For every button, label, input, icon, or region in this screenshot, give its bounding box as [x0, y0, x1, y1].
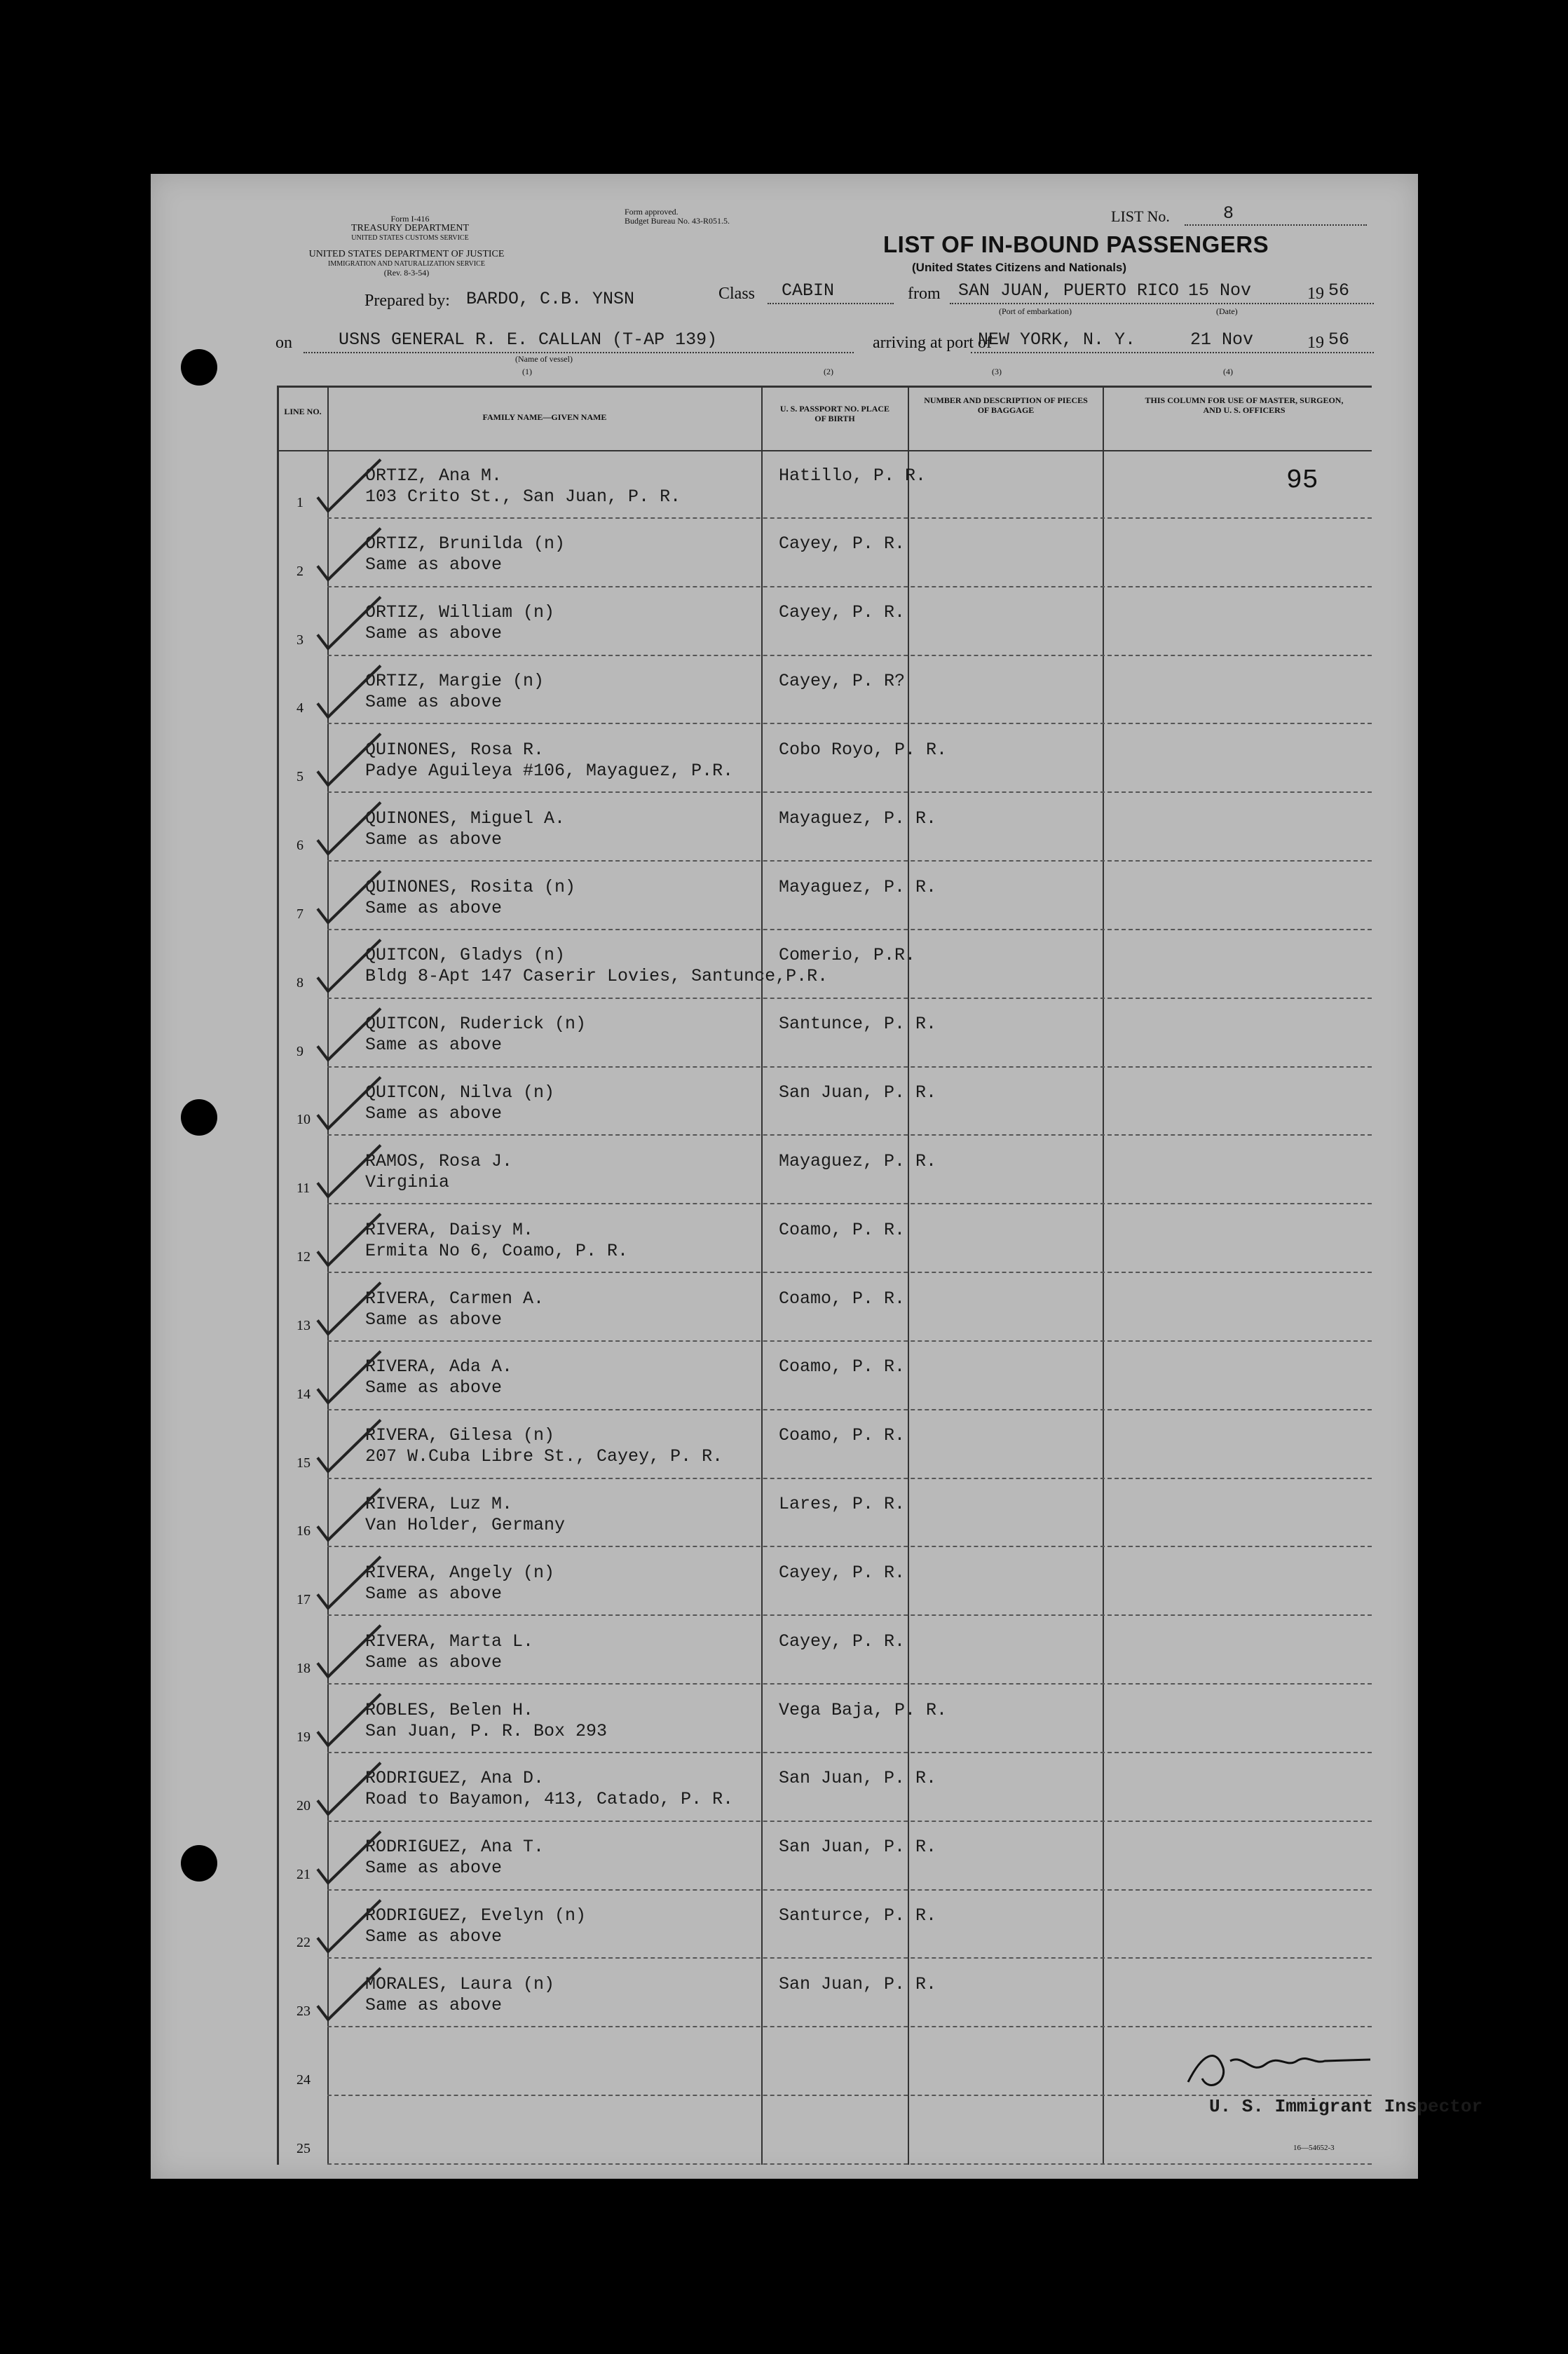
check-mark	[311, 1680, 388, 1756]
passenger-name: RODRIGUEZ, Evelyn (n)	[365, 1905, 587, 1926]
place-of-birth: San Juan, P. R.	[779, 1973, 937, 1994]
check-mark	[311, 1954, 388, 2030]
passenger-address: Padye Aguileya #106, Mayaguez, P.R.	[365, 760, 734, 781]
on-label: on	[275, 334, 292, 352]
line-number: 9	[296, 1043, 304, 1059]
table-row	[277, 519, 1372, 587]
passenger-address: San Juan, P. R. Box 293	[365, 1720, 608, 1741]
passenger-address: Same as above	[365, 1377, 503, 1399]
passenger-name: RIVERA, Luz M.	[365, 1494, 513, 1515]
line-number: 6	[296, 838, 304, 854]
prepared-by: BARDO, C.B. YNSN	[466, 289, 635, 309]
budget-bureau: Budget Bureau No. 43-R051.5.	[625, 216, 730, 226]
form-subtitle: (United States Citizens and Nationals)	[912, 261, 1127, 274]
place-of-birth: Cayey, P. R.	[779, 533, 906, 555]
line-number: 7	[296, 906, 304, 922]
passenger-name: RODRIGUEZ, Ana T.	[365, 1837, 545, 1858]
table-row	[277, 1753, 1372, 1822]
place-of-birth: Cayey, P. R.	[779, 602, 906, 623]
passenger-address: Same as above	[365, 829, 503, 850]
passenger-address: Same as above	[365, 1926, 503, 1947]
check-mark	[311, 926, 388, 1002]
place-of-birth: Comerio, P.R.	[779, 945, 916, 966]
passenger-address: Same as above	[365, 1583, 503, 1604]
place-of-birth: Santurce, P. R.	[779, 1905, 937, 1926]
table-row	[277, 862, 1372, 930]
table-row	[277, 1959, 1372, 2027]
passenger-address: Ermita No 6, Coamo, P. R.	[365, 1240, 629, 1261]
table-row	[277, 724, 1372, 793]
from-year: 56	[1328, 280, 1350, 301]
place-of-birth: Cobo Royo, P. R.	[779, 739, 948, 760]
line-number: 1	[296, 494, 304, 510]
year-prefix-1: 19	[1307, 285, 1324, 303]
table-row	[277, 793, 1372, 862]
passenger-address: Same as above	[365, 1309, 503, 1330]
line-number: 3	[296, 632, 304, 648]
prepared-label: Prepared by:	[364, 292, 450, 310]
passenger-name: ORTIZ, William (n)	[365, 602, 555, 623]
line-number: 5	[296, 769, 304, 785]
col-number-3: (3)	[992, 367, 1002, 376]
line-number: 2	[296, 563, 304, 579]
binder-hole-bottom	[181, 1845, 217, 1882]
table-row	[277, 1685, 1372, 1753]
passenger-address: Same as above	[365, 555, 503, 576]
passenger-address: Same as above	[365, 1994, 503, 2015]
place-of-birth: Mayaguez, P. R.	[779, 1150, 937, 1171]
place-of-birth: Mayaguez, P. R.	[779, 808, 937, 829]
passenger-name: RIVERA, Gilesa (n)	[365, 1425, 555, 1446]
col-number-2: (2)	[824, 367, 833, 376]
check-mark	[311, 995, 388, 1070]
passenger-address: Same as above	[365, 1858, 503, 1879]
from-port: SAN JUAN, PUERTO RICO	[958, 280, 1180, 301]
passenger-address: Same as above	[365, 897, 503, 918]
passenger-name: RODRIGUEZ, Ana D.	[365, 1768, 545, 1789]
justice-dept: UNITED STATES DEPARTMENT OF JUSTICE	[308, 249, 505, 259]
binder-hole-top	[181, 349, 217, 386]
line-number: 14	[296, 1386, 311, 1402]
line-number: 15	[296, 1455, 311, 1471]
footer-code: 16—54652-3	[1293, 2144, 1335, 2152]
passenger-name: RIVERA, Marta L.	[365, 1631, 534, 1652]
check-mark	[311, 1612, 388, 1687]
table-row	[277, 1204, 1372, 1273]
table-row	[277, 1410, 1372, 1479]
check-mark	[311, 1200, 388, 1276]
check-mark	[311, 720, 388, 796]
line-number: 19	[296, 1729, 311, 1745]
passenger-table	[277, 386, 1483, 2165]
table-row	[277, 656, 1372, 725]
table-row	[277, 450, 1372, 519]
check-mark	[311, 1475, 388, 1551]
table-row	[277, 1342, 1372, 1410]
passenger-address: 103 Crito St., San Juan, P. R.	[365, 486, 681, 507]
place-of-birth: Coamo, P. R.	[779, 1356, 906, 1377]
check-mark	[311, 1338, 388, 1413]
check-mark	[311, 789, 388, 864]
line-number: 21	[296, 1866, 311, 1882]
place-of-birth: Cayey, P. R.	[779, 1631, 906, 1652]
check-mark	[311, 1543, 388, 1619]
place-of-birth: Santunce, P. R.	[779, 1014, 937, 1035]
passenger-name: ORTIZ, Margie (n)	[365, 671, 545, 692]
line-number: 17	[296, 1592, 311, 1608]
passenger-address: Bldg 8-Apt 147 Caserir Lovies, Santunce,P.R.	[365, 966, 829, 987]
annotation-95: 95	[1286, 465, 1318, 496]
passenger-name: QUITCON, Gladys (n)	[365, 945, 566, 966]
check-mark	[311, 1406, 388, 1482]
check-mark	[311, 1269, 388, 1345]
line-number: 24	[296, 2072, 311, 2088]
table-row	[277, 1616, 1372, 1685]
col-number-4: (4)	[1223, 367, 1233, 376]
line-number: 12	[296, 1249, 311, 1265]
ins-service: IMMIGRATION AND NATURALIZATION SERVICE	[328, 260, 485, 268]
passenger-name: QUITCON, Ruderick (n)	[365, 1014, 587, 1035]
passenger-name: ROBLES, Belen H.	[365, 1699, 534, 1720]
line-number: 11	[296, 1181, 311, 1197]
from-label: from	[908, 285, 941, 303]
treasury-dept: TREASURY DEPARTMENT	[350, 223, 470, 233]
place-of-birth: Mayaguez, P. R.	[779, 876, 937, 897]
arriving-label: arriving at port of	[873, 334, 992, 352]
table-row	[277, 930, 1372, 999]
place-of-birth: Vega Baja, P. R.	[779, 1699, 948, 1720]
passenger-address: Virginia	[365, 1171, 450, 1192]
table-row	[277, 2096, 1372, 2165]
passenger-address: Same as above	[365, 692, 503, 713]
passenger-address: Same as above	[365, 1035, 503, 1056]
table-row	[277, 587, 1372, 656]
line-number: 10	[296, 1112, 311, 1128]
line-number: 16	[296, 1523, 311, 1539]
place-of-birth: Lares, P. R.	[779, 1494, 906, 1515]
inspector-signature	[1174, 2040, 1384, 2103]
line-number: 8	[296, 974, 304, 991]
date-caption: (Date)	[1216, 306, 1238, 316]
check-mark	[311, 1818, 388, 1893]
list-number: 8	[1223, 203, 1234, 224]
arrival-year: 56	[1328, 329, 1350, 350]
check-mark	[311, 857, 388, 933]
check-mark	[311, 515, 388, 590]
col-header-line-no: LINE NO.	[284, 407, 322, 416]
place-of-birth: Cayey, P. R.	[779, 1562, 906, 1583]
table-row	[277, 1822, 1372, 1891]
check-mark	[311, 446, 388, 522]
line-number: 22	[296, 1935, 311, 1951]
vessel-name: USNS GENERAL R. E. CALLAN (T-AP 139)	[339, 329, 718, 350]
passenger-name: QUINONES, Miguel A.	[365, 808, 566, 829]
passenger-name: ORTIZ, Brunilda (n)	[365, 533, 566, 555]
place-of-birth: Coamo, P. R.	[779, 1219, 906, 1240]
passenger-name: RIVERA, Ada A.	[365, 1356, 513, 1377]
passenger-name: ORTIZ, Ana M.	[365, 465, 503, 486]
vessel-caption: (Name of vessel)	[515, 354, 573, 364]
from-date: 15 Nov	[1188, 280, 1252, 301]
list-label: LIST No.	[1111, 207, 1170, 225]
passenger-address: Same as above	[365, 1103, 503, 1124]
passenger-address: Same as above	[365, 1652, 503, 1673]
line-number: 13	[296, 1317, 311, 1333]
year-prefix-2: 19	[1307, 334, 1324, 352]
col-header-passport: U. S. PASSPORT NO. PLACE OF BIRTH	[779, 404, 890, 423]
col-header-baggage: NUMBER AND DESCRIPTION OF PIECES OF BAGGAGE	[924, 395, 1088, 415]
class-label: Class	[718, 285, 756, 303]
table-row	[277, 1068, 1372, 1136]
place-of-birth: San Juan, P. R.	[779, 1082, 937, 1103]
place-of-birth: Hatillo, P. R.	[779, 465, 927, 486]
table-row	[277, 1273, 1372, 1342]
place-of-birth: Coamo, P. R.	[779, 1425, 906, 1446]
passenger-name: RIVERA, Daisy M.	[365, 1219, 534, 1240]
table-row	[277, 1136, 1372, 1204]
check-mark	[311, 1131, 388, 1207]
form-number: Form I-416	[390, 214, 430, 224]
form-page	[151, 174, 1483, 2179]
port-caption: (Port of embarkation)	[999, 306, 1072, 316]
check-mark	[311, 1886, 388, 1962]
passenger-name: RIVERA, Angely (n)	[365, 1562, 555, 1583]
place-of-birth: Coamo, P. R.	[779, 1288, 906, 1309]
inspector-title: U. S. Immigrant Inspector	[1209, 2096, 1483, 2117]
table-row	[277, 1479, 1372, 1548]
table-body	[277, 450, 1372, 2165]
table-row	[277, 1891, 1372, 1959]
col-number-1: (1)	[522, 367, 532, 376]
passenger-name: QUINONES, Rosa R.	[365, 739, 545, 760]
check-mark	[311, 583, 388, 659]
form-approved: Form approved.	[625, 207, 679, 217]
passenger-name: RAMOS, Rosa J.	[365, 1150, 513, 1171]
passenger-name: QUINONES, Rosita (n)	[365, 876, 576, 897]
arrival-date: 21 Nov	[1190, 329, 1254, 350]
passenger-address: Road to Bayamon, 413, Catado, P. R.	[365, 1789, 734, 1810]
place-of-birth: San Juan, P. R.	[779, 1768, 937, 1789]
check-mark	[311, 1749, 388, 1825]
place-of-birth: Cayey, P. R?	[779, 671, 906, 692]
line-number: 20	[296, 1797, 311, 1814]
revision: (Rev. 8-3-54)	[383, 268, 430, 278]
passenger-name: MORALES, Laura (n)	[365, 1973, 555, 1994]
passenger-name: RIVERA, Carmen A.	[365, 1288, 545, 1309]
col-header-officers: THIS COLUMN FOR USE OF MASTER, SURGEON, AND U. S. OFFICERS	[1145, 395, 1344, 415]
line-number: 23	[296, 2003, 311, 2020]
line-number: 18	[296, 1661, 311, 1677]
arrival-port: NEW YORK, N. Y.	[978, 329, 1136, 350]
binder-hole-middle	[181, 1099, 217, 1136]
passenger-address: 207 W.Cuba Libre St., Cayey, P. R.	[365, 1446, 723, 1467]
check-mark	[311, 652, 388, 728]
line-number: 25	[296, 2140, 311, 2156]
class-value: CABIN	[782, 280, 835, 301]
passenger-address: Same as above	[365, 623, 503, 644]
customs-service: UNITED STATES CUSTOMS SERVICE	[351, 234, 469, 242]
place-of-birth: San Juan, P. R.	[779, 1837, 937, 1858]
table-row	[277, 1547, 1372, 1616]
passenger-name: QUITCON, Nilva (n)	[365, 1082, 555, 1103]
col-header-name: FAMILY NAME—GIVEN NAME	[482, 412, 607, 422]
table-row	[277, 999, 1372, 1068]
passenger-address: Van Holder, Germany	[365, 1515, 566, 1536]
form-title: LIST OF IN-BOUND PASSENGERS	[883, 231, 1269, 257]
check-mark	[311, 1063, 388, 1139]
line-number: 4	[296, 700, 304, 716]
